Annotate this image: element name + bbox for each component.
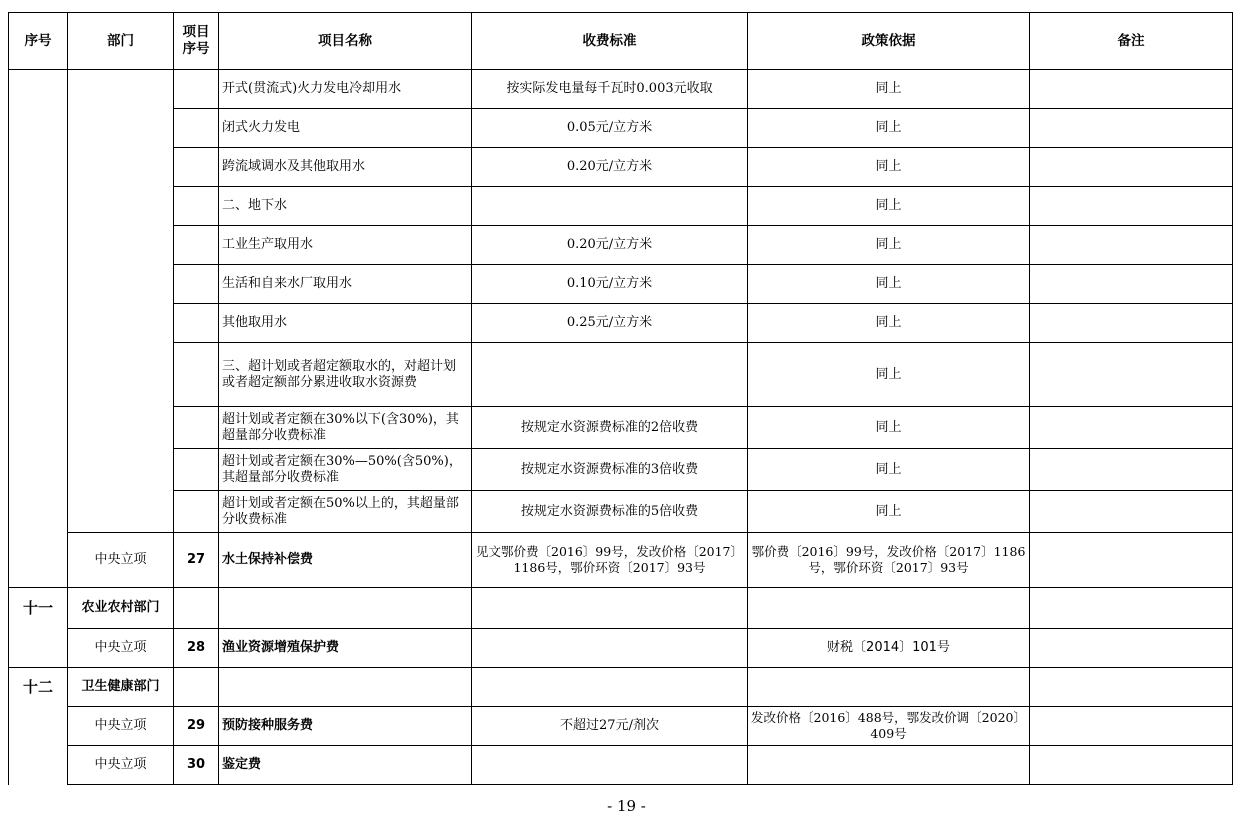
- policy-basis-cell: 鄂价费〔2016〕99号，发改价格〔2017〕1186号，鄂价环资〔2017〕93号: [748, 533, 1030, 588]
- fee-standard-cell: 按规定水资源费标准的5倍收费: [472, 491, 748, 533]
- item-no-cell: [174, 70, 219, 109]
- remarks-cell: [1030, 407, 1233, 449]
- remarks-cell: [1030, 668, 1233, 707]
- header-remarks: 备注: [1030, 13, 1233, 70]
- item-no-cell: 28: [174, 629, 219, 668]
- fee-standard-cell: 0.25元/立方米: [472, 304, 748, 343]
- seq-cell-blank: [9, 70, 68, 588]
- item-no-cell: [174, 588, 219, 629]
- item-name-cell: 闭式火力发电: [219, 109, 472, 148]
- item-no-cell: 30: [174, 746, 219, 785]
- item-no-cell: [174, 187, 219, 226]
- item-name-cell: [219, 588, 472, 629]
- fee-standard-cell: [472, 746, 748, 785]
- item-name-cell: 三、超计划或者超定额取水的，对超计划或者超定额部分累进收取水资源费: [219, 343, 472, 407]
- table-row: [9, 491, 1233, 533]
- remarks-cell: [1030, 148, 1233, 187]
- item-no-cell: [174, 265, 219, 304]
- remarks-cell: [1030, 187, 1233, 226]
- item-no-cell: [174, 343, 219, 407]
- fee-standard-cell: 按规定水资源费标准的3倍收费: [472, 449, 748, 491]
- fee-standard-cell: [472, 668, 748, 707]
- remarks-cell: [1030, 449, 1233, 491]
- remarks-cell: [1030, 304, 1233, 343]
- policy-basis-cell: 同上: [748, 70, 1030, 109]
- remarks-cell: [1030, 265, 1233, 304]
- policy-basis-cell: 同上: [748, 109, 1030, 148]
- fee-standard-cell: 0.05元/立方米: [472, 109, 748, 148]
- item-name-cell: 水土保持补偿费: [219, 533, 472, 588]
- header-dept: 部门: [68, 13, 174, 70]
- policy-basis-cell: [748, 668, 1030, 707]
- fee-standard-cell: [472, 187, 748, 226]
- remarks-cell: [1030, 343, 1233, 407]
- policy-basis-cell: 同上: [748, 148, 1030, 187]
- remarks-cell: [1030, 109, 1233, 148]
- header-seq: 序号: [9, 13, 68, 70]
- fee-standard-cell: 见文鄂价费〔2016〕99号，发改价格〔2017〕1186号，鄂价环资〔2017〕93号: [472, 533, 748, 588]
- section-dept-cell: 卫生健康部门: [68, 668, 174, 707]
- table-row: [9, 187, 1233, 226]
- policy-basis-cell: 同上: [748, 491, 1030, 533]
- policy-basis-cell: 同上: [748, 265, 1030, 304]
- item-no-cell: [174, 304, 219, 343]
- fee-standard-cell: 不超过27元/剂次: [472, 707, 748, 746]
- table-row: [9, 226, 1233, 265]
- fee-table: [8, 12, 1233, 785]
- fee-standard-cell: 按实际发电量每千瓦时0.003元收取: [472, 70, 748, 109]
- remarks-cell: [1030, 70, 1233, 109]
- fee-standard-cell: 0.10元/立方米: [472, 265, 748, 304]
- table-row: [9, 148, 1233, 187]
- table-row-item-30: [9, 746, 1233, 785]
- header-policy-basis: 政策依据: [748, 13, 1030, 70]
- policy-basis-cell: 财税〔2014〕101号: [748, 629, 1030, 668]
- item-name-cell: 其他取用水: [219, 304, 472, 343]
- item-no-cell: 27: [174, 533, 219, 588]
- item-name-cell: 超计划或者定额在50%以上的，其超量部分收费标准: [219, 491, 472, 533]
- fee-standard-cell: [472, 588, 748, 629]
- dept-cell: 中央立项: [68, 533, 174, 588]
- policy-basis-cell: 发改价格〔2016〕488号，鄂发改价调〔2020〕409号: [748, 707, 1030, 746]
- item-name-cell: 鉴定费: [219, 746, 472, 785]
- fee-standard-cell: 0.20元/立方米: [472, 226, 748, 265]
- item-name-cell: 渔业资源增殖保护费: [219, 629, 472, 668]
- item-name-cell: 超计划或者定额在30%—50%(含50%)，其超量部分收费标准: [219, 449, 472, 491]
- table-row: [9, 304, 1233, 343]
- item-name-cell: 超计划或者定额在30%以下(含30%)，其超量部分收费标准: [219, 407, 472, 449]
- item-name-cell: [219, 668, 472, 707]
- item-name-cell: 开式(贯流式)火力发电冷却用水: [219, 70, 472, 109]
- table-row-item-27: [9, 533, 1233, 588]
- table-row: [9, 449, 1233, 491]
- item-no-cell: 29: [174, 707, 219, 746]
- dept-cell: 中央立项: [68, 707, 174, 746]
- item-no-cell: [174, 148, 219, 187]
- policy-basis-cell: [748, 588, 1030, 629]
- table-row: [9, 265, 1233, 304]
- fee-standard-cell: 按规定水资源费标准的2倍收费: [472, 407, 748, 449]
- remarks-cell: [1030, 746, 1233, 785]
- policy-basis-cell: 同上: [748, 187, 1030, 226]
- item-name-cell: 生活和自来水厂取用水: [219, 265, 472, 304]
- section-row-12: [9, 668, 1233, 707]
- section-row-11: [9, 588, 1233, 629]
- policy-basis-cell: 同上: [748, 343, 1030, 407]
- policy-basis-cell: 同上: [748, 226, 1030, 265]
- item-no-cell: [174, 407, 219, 449]
- section-seq-cell: 十二: [9, 668, 68, 785]
- remarks-cell: [1030, 707, 1233, 746]
- item-no-cell: [174, 449, 219, 491]
- table-row: [9, 109, 1233, 148]
- dept-cell: 中央立项: [68, 746, 174, 785]
- section-dept-cell: 农业农村部门: [68, 588, 174, 629]
- item-no-cell: [174, 668, 219, 707]
- page-number: - 19 -: [607, 797, 646, 815]
- remarks-cell: [1030, 491, 1233, 533]
- fee-standard-cell: 0.20元/立方米: [472, 148, 748, 187]
- header-item-seq: 项目 序号: [174, 13, 219, 70]
- remarks-cell: [1030, 226, 1233, 265]
- remarks-cell: [1030, 629, 1233, 668]
- item-name-cell: 工业生产取用水: [219, 226, 472, 265]
- item-name-cell: 二、地下水: [219, 187, 472, 226]
- policy-basis-cell: 同上: [748, 304, 1030, 343]
- table-row: [9, 343, 1233, 407]
- item-no-cell: [174, 226, 219, 265]
- table-header-row: [9, 13, 1233, 70]
- item-no-cell: [174, 491, 219, 533]
- header-item-name: 项目名称: [219, 13, 472, 70]
- policy-basis-cell: [748, 746, 1030, 785]
- table-row: [9, 407, 1233, 449]
- fee-standard-cell: [472, 343, 748, 407]
- remarks-cell: [1030, 533, 1233, 588]
- policy-basis-cell: 同上: [748, 449, 1030, 491]
- table-row: [9, 70, 1233, 109]
- remarks-cell: [1030, 588, 1233, 629]
- item-name-cell: 跨流域调水及其他取用水: [219, 148, 472, 187]
- policy-basis-cell: 同上: [748, 407, 1030, 449]
- item-no-cell: [174, 109, 219, 148]
- item-name-cell: 预防接种服务费: [219, 707, 472, 746]
- section-seq-cell: 十一: [9, 588, 68, 668]
- table-row-item-28: [9, 629, 1233, 668]
- dept-cell: 中央立项: [68, 629, 174, 668]
- header-fee-standard: 收费标准: [472, 13, 748, 70]
- dept-cell-blank: [68, 70, 174, 533]
- table-row-item-29: [9, 707, 1233, 746]
- fee-standard-cell: [472, 629, 748, 668]
